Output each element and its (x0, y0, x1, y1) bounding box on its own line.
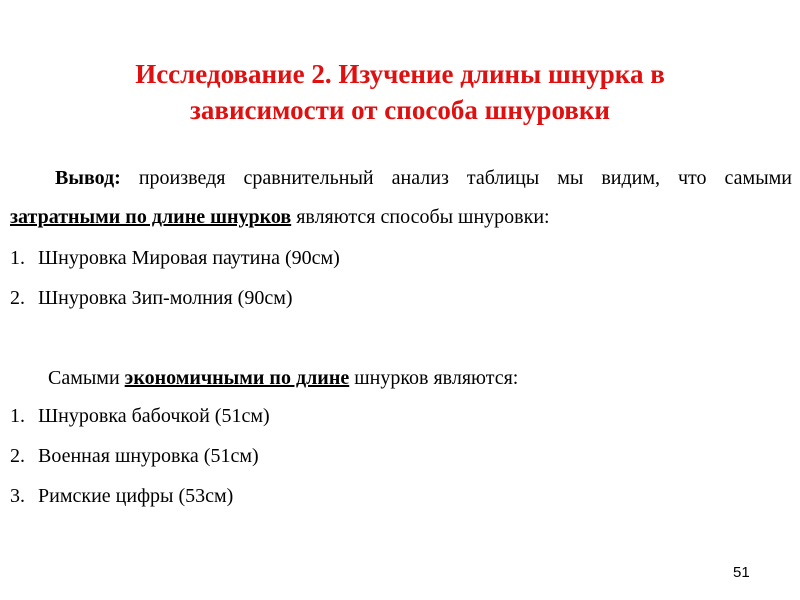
item-text: Шнуровка Зип-молния (90см) (38, 287, 293, 309)
conclusion-text-2: являются способы шнуровки: (291, 206, 550, 228)
economical-suffix: шнурков являются: (349, 367, 519, 389)
list-item (10, 444, 259, 468)
conclusion-label: Вывод: (55, 167, 121, 189)
economical-prefix: Самыми (48, 367, 125, 389)
item-number: 3. (10, 485, 25, 507)
item-number: 2. (10, 287, 25, 309)
slide-title (0, 56, 800, 128)
economical-emphasis: экономичными по длине (124, 367, 350, 389)
list-item (10, 404, 270, 428)
item-number: 1. (10, 247, 25, 269)
title-line-1: Исследование 2. Изучение длины шнурка в (135, 59, 665, 89)
conclusion-line-1 (10, 166, 792, 190)
item-text: Военная шнуровка (51см) (38, 445, 259, 467)
item-text: Римские цифры (53см) (38, 485, 234, 507)
item-number: 2. (10, 445, 25, 467)
item-text: Шнуровка Мировая паутина (90см) (38, 247, 340, 269)
costly-emphasis: затратными по длине шнурков (10, 206, 292, 228)
economical-heading (48, 366, 518, 390)
item-number: 1. (10, 405, 25, 427)
list-item (10, 286, 293, 310)
list-item (10, 484, 233, 508)
conclusion-text: произведя сравнительный анализ таблицы мы видим, что самыми (120, 167, 792, 189)
list-item (10, 246, 340, 270)
item-text: Шнуровка бабочкой (51см) (38, 405, 270, 427)
conclusion-line-2 (10, 205, 550, 229)
page-number: 51 (733, 564, 750, 581)
title-line-2: зависимости от способа шнуровки (190, 95, 610, 125)
